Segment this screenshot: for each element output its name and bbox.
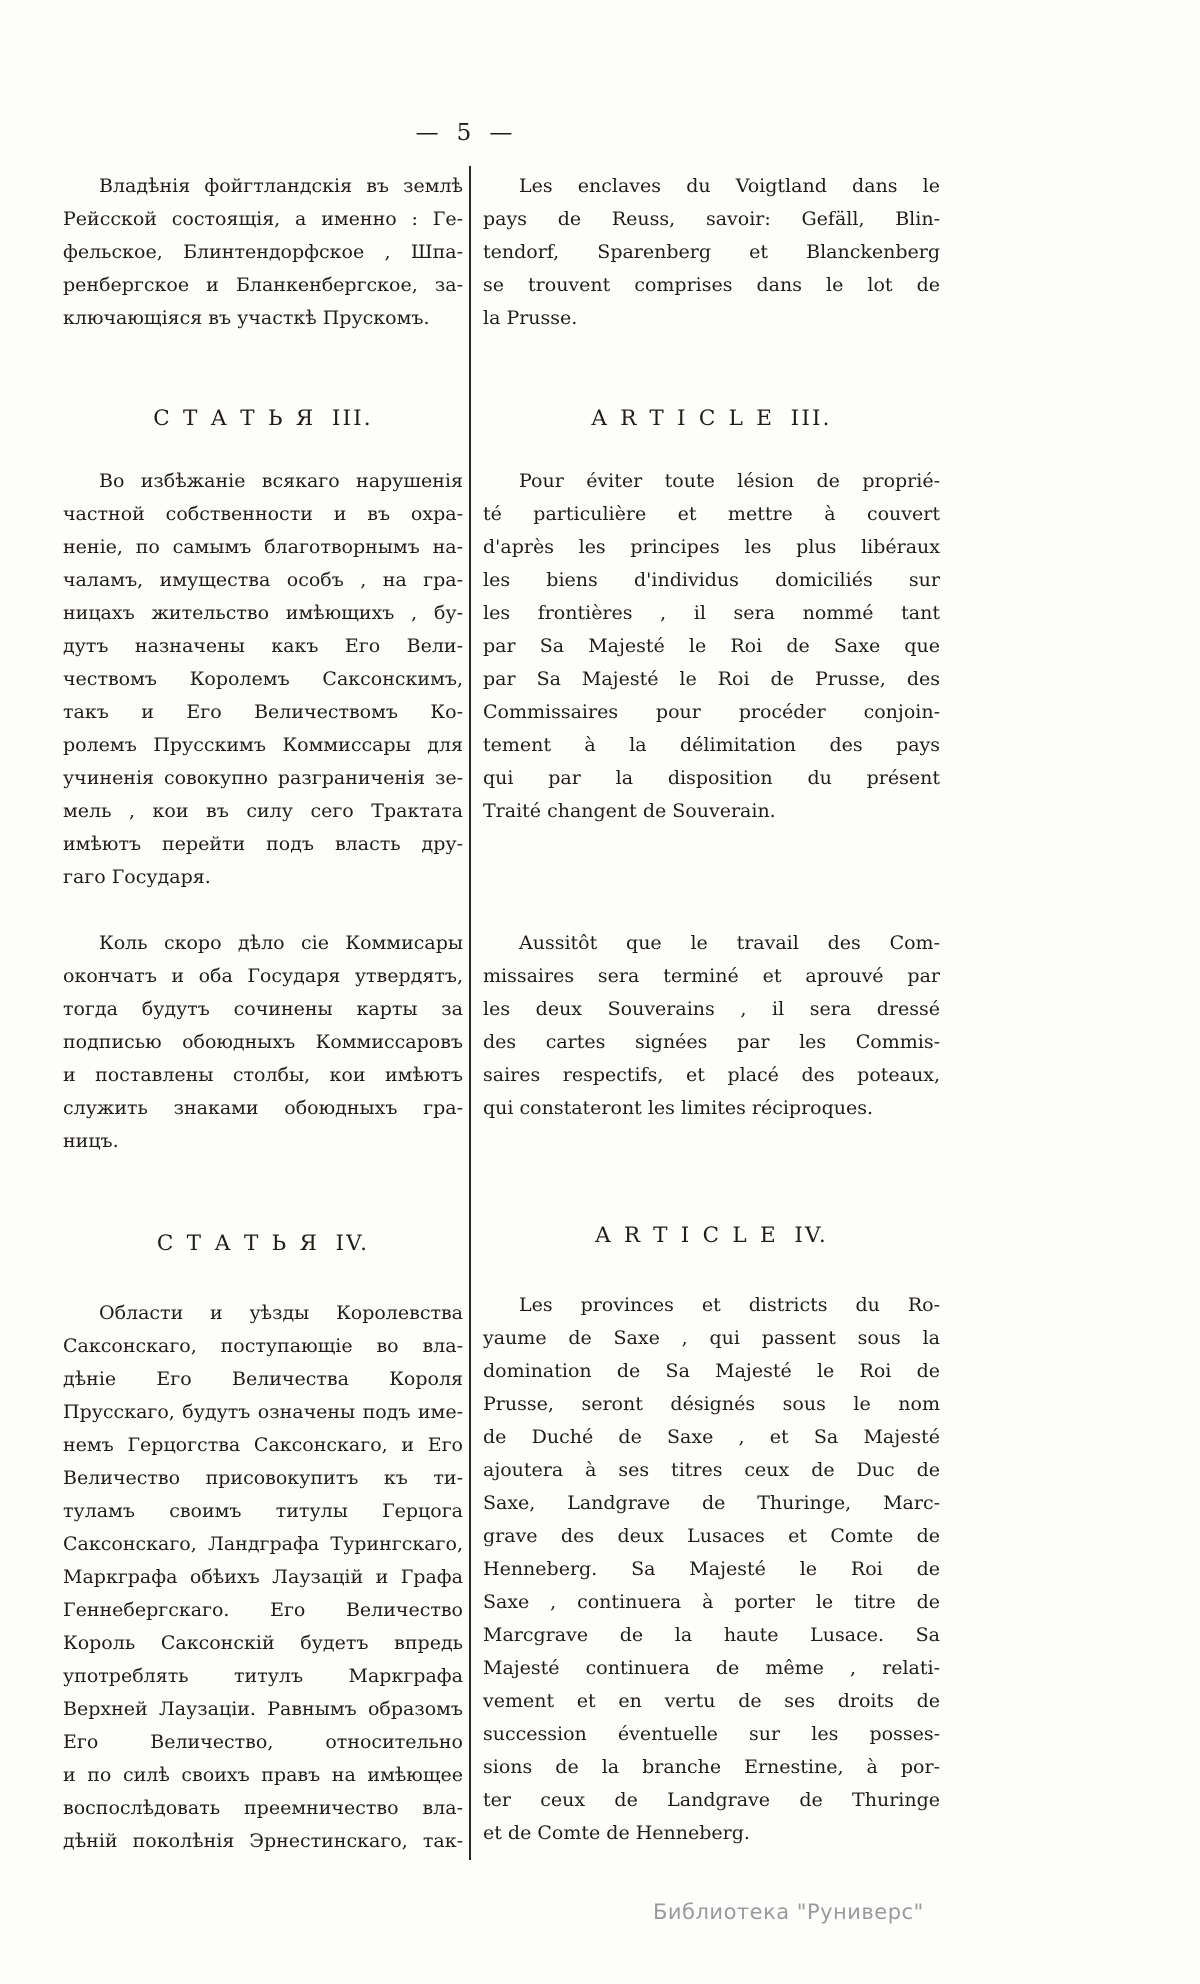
text-line: подписью обоюдныхъ Коммиссаровъ [63, 1031, 463, 1053]
text-line: et de Comte de Henneberg. [483, 1822, 750, 1844]
text-line: Прусскаго, будутъ означены подъ име- [63, 1401, 463, 1423]
article-heading-numeral: III. [790, 406, 832, 431]
text-line: такъ и Его Величествомъ Ко- [63, 701, 463, 723]
text-line: domination de Sa Majesté le Roi de [483, 1360, 940, 1382]
text-line: tendorf, Sparenberg et Blanckenberg [483, 241, 940, 263]
text-line: и поставлены столбы, кои имѣютъ [63, 1064, 463, 1086]
paragraph [483, 927, 940, 1125]
text-line: Majesté continuera de même , relati- [483, 1657, 940, 1679]
text-line: чествомъ Королемъ Саксонскимъ, [63, 668, 463, 690]
text-line: té particulière et mettre à couvert [483, 503, 940, 525]
text-line: Saxe, Landgrave de Thuringe, Marc- [483, 1492, 940, 1514]
text-line: par Sa Majesté le Roi de Prusse, des [483, 668, 940, 690]
text-line: Pour éviter toute lésion de proprié- [519, 470, 940, 492]
paragraph [63, 1297, 463, 1858]
text-line: имѣютъ перейти подъ власть дру- [63, 833, 463, 855]
text-line: окончатъ и оба Государя утвердятъ, [63, 965, 463, 987]
text-line: d'après les principes les plus libéraux [483, 536, 940, 558]
paragraph [63, 465, 463, 894]
text-line: tement à la délimitation des pays [483, 734, 940, 756]
article-heading [483, 402, 940, 435]
article-heading-word: ARTICLE [591, 406, 786, 431]
text-line: missaires sera terminé et aprouvé par [483, 965, 940, 987]
text-line: Саксонскаго, поступающіе во вла- [63, 1335, 463, 1357]
text-line: qui constateront les limites réciproques. [483, 1097, 874, 1119]
text-line: дутъ назначены какъ Его Вели- [63, 635, 463, 657]
text-line: Геннебергскаго. Его Величество [63, 1599, 463, 1621]
text-line: служить знаками обоюдныхъ гра- [63, 1097, 463, 1119]
article-heading-word: СТАТЬЯ [153, 406, 327, 431]
text-line: Henneberg. Sa Majesté le Roi de [483, 1558, 940, 1580]
article-heading-numeral: IV. [794, 1223, 828, 1248]
text-line: Области и уѣзды Королевства [99, 1302, 463, 1324]
text-line: de Duché de Saxe , et Sa Majesté [483, 1426, 940, 1448]
text-line: Commissaires pour procéder conjoin- [483, 701, 940, 723]
text-line: Les enclaves du Voigtland dans le [519, 175, 940, 197]
text-line: дѣніе Его Величества Короля [63, 1368, 463, 1390]
text-line: ницахъ жительство имѣющихъ , бу- [63, 602, 463, 624]
text-line: sions de la branche Ernestine, à por- [483, 1756, 940, 1778]
text-line: Aussitôt que le travail des Com- [519, 932, 940, 954]
text-line: des cartes signées par les Commis- [483, 1031, 940, 1053]
article-heading [63, 1227, 463, 1260]
text-line: гаго Государя. [63, 866, 211, 888]
article-heading-word: СТАТЬЯ [156, 1231, 331, 1256]
text-line: тогда будутъ сочинены карты за [63, 998, 463, 1020]
text-line: чаламъ, имущества особъ , на гра- [63, 569, 463, 591]
text-line: неніе, по самымъ благотворнымъ на- [63, 536, 463, 558]
library-watermark: Библиотека "Руниверс" [653, 1900, 924, 1924]
french-text-column [483, 0, 940, 1850]
text-line: ключающіяся въ участкѣ Прускомъ. [63, 307, 430, 329]
paragraph [483, 1289, 940, 1850]
paragraph [63, 170, 463, 335]
paragraph [63, 927, 463, 1158]
text-line: немъ Герцогства Саксонскаго, и Его [63, 1434, 463, 1456]
text-line: Король Саксонскій будетъ впредь [63, 1632, 463, 1654]
text-line: Владѣнія фойгтландскія въ землѣ [99, 175, 463, 197]
column-divider-rule [469, 166, 471, 1860]
text-line: pays de Reuss, savoir: Gefäll, Blin- [483, 208, 940, 230]
text-line: Les provinces et districts du Ro- [519, 1294, 940, 1316]
text-line: Во избѣжаніе всякаго нарушенія [99, 470, 463, 492]
page-number-value: 5 [456, 120, 474, 146]
text-line: qui par la disposition du présent [483, 767, 940, 789]
text-line: les deux Souverains , il sera dressé [483, 998, 940, 1020]
text-line: les biens d'individus domiciliés sur [483, 569, 940, 591]
text-line: частной собственности и въ охра- [63, 503, 463, 525]
article-heading [63, 402, 463, 435]
article-heading-word: ARTICLE [595, 1223, 789, 1248]
text-line: ницъ. [63, 1130, 119, 1152]
text-line: ajoutera à ses titres ceux de Duc de [483, 1459, 940, 1481]
text-line: la Prusse. [483, 307, 578, 329]
text-line: Его Величество, относительно [63, 1731, 463, 1753]
text-line: Saxe , continuera à porter le titre de [483, 1591, 940, 1613]
text-line: saires respectifs, et placé des poteaux, [483, 1064, 940, 1086]
text-line: Верхней Лаузаціи. Равнымъ образомъ [63, 1698, 463, 1720]
page-number-right-dash: — [489, 120, 515, 146]
text-line: Величество присовокупитъ къ ти- [63, 1467, 463, 1489]
text-line: Marcgrave de la haute Lusace. Sa [483, 1624, 940, 1646]
article-heading-numeral: III. [331, 406, 373, 431]
text-line: se trouvent comprises dans le lot de [483, 274, 940, 296]
text-line: vement et en vertu de ses droits de [483, 1690, 940, 1712]
paragraph [483, 465, 940, 828]
text-line: Traité changent de Souverain. [483, 800, 776, 822]
text-line: ter ceux de Landgrave de Thuringe [483, 1789, 940, 1811]
paragraph [483, 170, 940, 335]
text-line: yaume de Saxe , qui passent sous la [483, 1327, 940, 1349]
text-line: Рейсской состоящія, а именно : Ге- [63, 208, 463, 230]
text-line: туламъ своимъ титулы Герцога [63, 1500, 463, 1522]
text-line: учиненія совокупно разграниченія зе- [63, 767, 463, 789]
article-heading-numeral: IV. [335, 1231, 370, 1256]
text-line: дѣній поколѣнія Эрнестинскаго, так- [63, 1830, 463, 1852]
text-line: Маркграфа обѣихъ Лаузацій и Графа [63, 1566, 463, 1588]
text-line: воспослѣдовать преемничество вла- [63, 1797, 463, 1819]
text-line: употреблять титулъ Маркграфа [63, 1665, 463, 1687]
text-line: фельское, Блинтендорфское , Шпа- [63, 241, 463, 263]
text-line: les frontières , il sera nommé tant [483, 602, 940, 624]
text-line: grave des deux Lusaces et Comte de [483, 1525, 940, 1547]
text-line: Prusse, seront désignés sous le nom [483, 1393, 940, 1415]
page-number-left-dash: — [415, 120, 441, 146]
text-line: Коль скоро дѣло сіе Коммисары [99, 932, 463, 954]
article-heading [483, 1219, 940, 1252]
text-line: par Sa Majesté le Roi de Saxe que [483, 635, 940, 657]
text-line: и по силѣ своихъ правъ на имѣющее [63, 1764, 463, 1786]
russian-text-column [63, 0, 463, 1858]
text-line: Саксонскаго, Ландграфа Турингскаго, [63, 1533, 463, 1555]
text-line: succession éventuelle sur les posses- [483, 1723, 940, 1745]
text-line: мель , кои въ силу сего Трактата [63, 800, 463, 822]
text-line: ренбергское и Бланкенбергское, за- [63, 274, 463, 296]
text-line: ролемъ Прусскимъ Коммиссары для [63, 734, 463, 756]
